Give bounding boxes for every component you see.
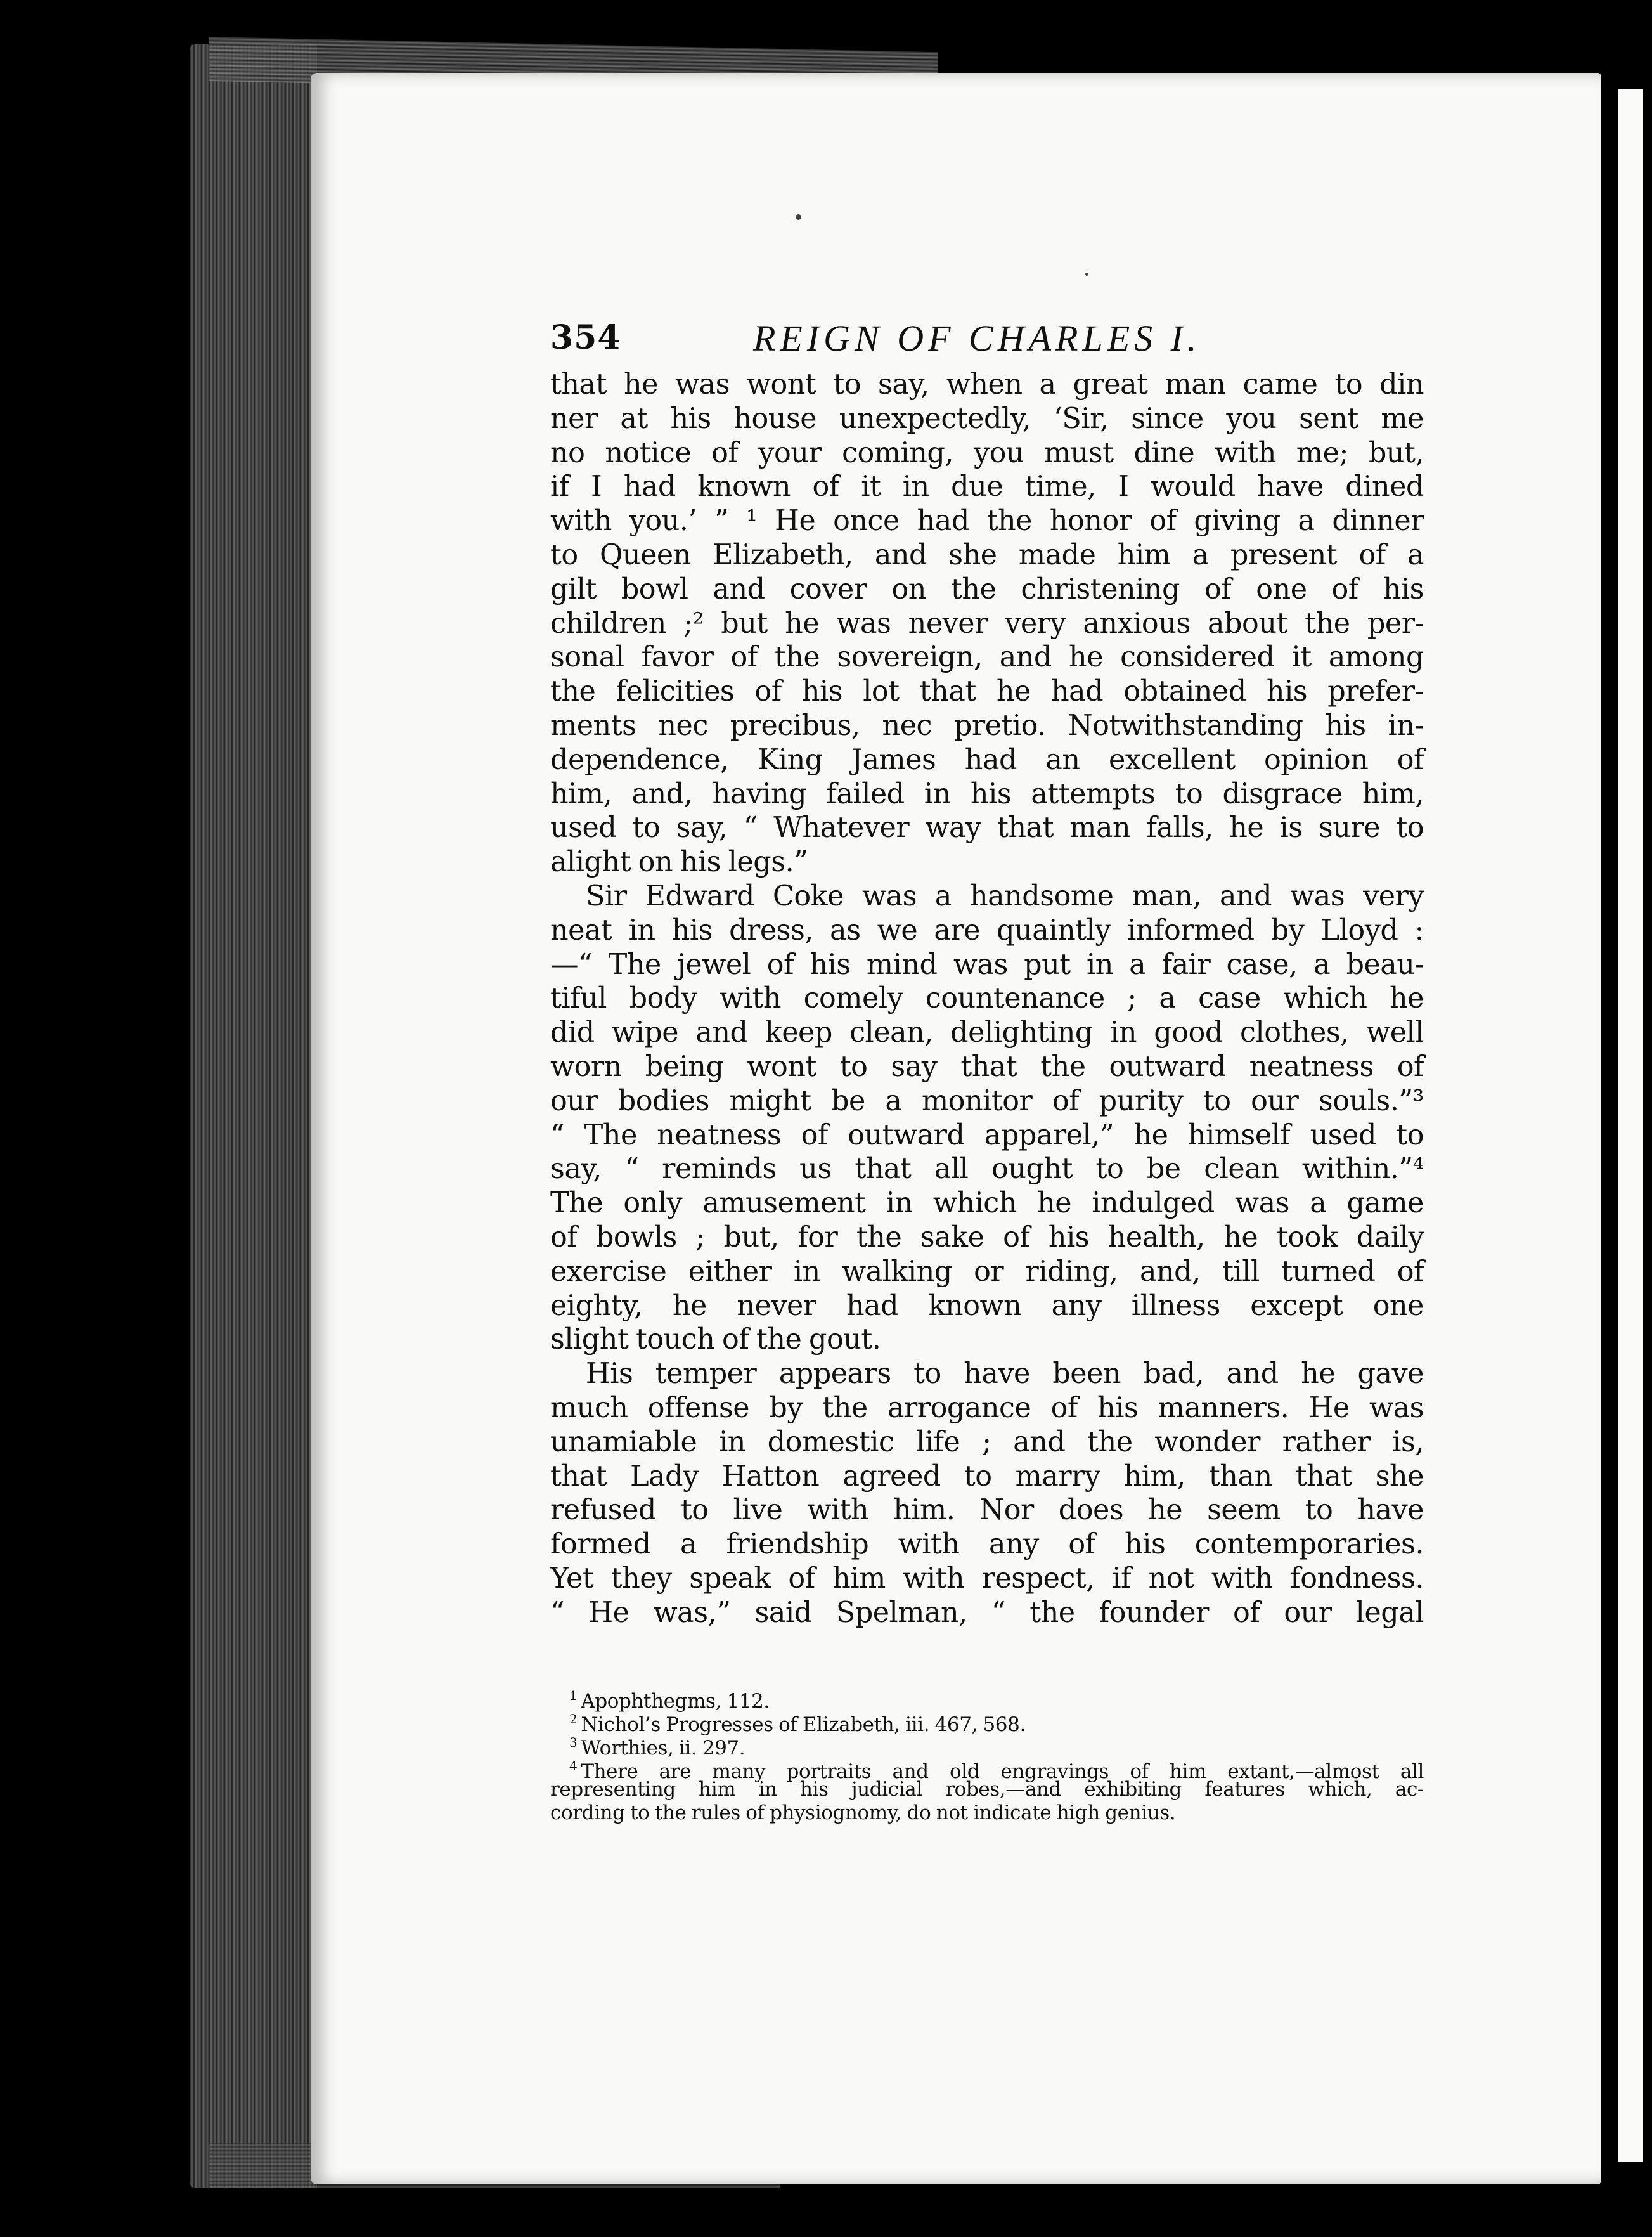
text-line: alight on his legs.” xyxy=(550,846,808,879)
text-line: the felicities of his lot that he had obtained his prefer- xyxy=(550,675,1424,708)
text-line: refused to live with him. Nor does he seem to have xyxy=(550,1494,1424,1527)
text-line: Yet they speak of him with respect, if not with fondness. xyxy=(550,1562,1424,1595)
text-line: did wipe and keep clean, delighting in good clothes, well xyxy=(550,1016,1424,1049)
text-line: The only amusement in which he indulged was a game xyxy=(550,1187,1424,1220)
text-line: to Queen Elizabeth, and she made him a present of a xyxy=(550,538,1424,571)
text-line: him, and, having failed in his attempts to disgrace him, xyxy=(550,777,1424,810)
running-title: REIGN OF CHARLES I. xyxy=(753,318,1201,359)
text-line: neat in his dress, as we are quaintly informed by Lloyd : xyxy=(550,914,1424,947)
text-line: no notice of your coming, you must dine with me; but, xyxy=(550,436,1424,469)
text-line: ner at his house unexpectedly, ‘Sir, since you sent me xyxy=(550,402,1424,435)
footnote xyxy=(550,1684,1424,1713)
page-number: 354 xyxy=(550,318,621,357)
text-line: formed a friendship with any of his contemporaries. xyxy=(550,1528,1424,1561)
page-edges-left xyxy=(190,44,317,2188)
text-line: gilt bowl and cover on the christening of one of his xyxy=(550,573,1424,606)
text-line: slight touch of the gout. xyxy=(550,1323,881,1356)
footnote-continuation xyxy=(550,1778,1424,1825)
text-line: dependence, King James had an excellent opinion of xyxy=(550,743,1424,776)
footnote-number: 1 xyxy=(569,1688,578,1703)
text-line: —“ The jewel of his mind was put in a fair case, a beau- xyxy=(550,948,1424,981)
text-line: Sir Edward Coke was a handsome man, and was very xyxy=(586,879,1424,912)
text-line: children ;² but he was never very anxious about the per- xyxy=(550,607,1424,640)
text-line: exercise either in walking or riding, and, till turned of xyxy=(550,1255,1424,1288)
footnote-number: 4 xyxy=(569,1758,578,1773)
dust-speck xyxy=(1085,273,1088,276)
main-text xyxy=(550,311,1424,1630)
footnote-text: Apophthegms, 112. xyxy=(581,1690,770,1713)
dust-speck xyxy=(796,214,801,220)
text-line: that Lady Hatton agreed to marry him, than that she xyxy=(550,1460,1424,1493)
text-line: eighty, he never had known any illness except one xyxy=(550,1289,1424,1322)
footnote-number: 2 xyxy=(569,1711,578,1727)
text-line: much offense by the arrogance of his manners. He was xyxy=(550,1391,1424,1424)
running-head xyxy=(550,311,1424,368)
text-line: used to say, “ Whatever way that man falls, he is sure to xyxy=(550,812,1424,845)
text-line: of bowls ; but, for the sake of his health, he took daily xyxy=(550,1221,1424,1254)
text-line: tiful body with comely countenance ; a case which he xyxy=(550,982,1424,1015)
facing-page-edge xyxy=(1615,89,1643,2162)
footnote-number: 3 xyxy=(569,1735,578,1750)
footnote xyxy=(550,1708,1424,1736)
text-line: His temper appears to have been bad, and he gave xyxy=(586,1358,1424,1391)
text-line: that he was wont to say, when a great man came to din xyxy=(550,368,1424,401)
text-line: unamiable in domestic life ; and the wonder rather is, xyxy=(550,1425,1424,1458)
footnotes xyxy=(550,1684,1424,1825)
footnote-text: There are many portraits and old engravings of him extant,—almost all xyxy=(581,1760,1424,1783)
footnote-text: Nichol’s Progresses of Elizabeth, iii. 467, 568. xyxy=(581,1713,1026,1736)
text-line: our bodies might be a monitor of purity to our souls.”³ xyxy=(550,1084,1424,1117)
text-line: “ He was,” said Spelman, “ the founder of our legal xyxy=(550,1596,1424,1629)
footnote-continuation-line: cording to the rules of physiognomy, do not indicate high genius. xyxy=(550,1801,1176,1824)
footnote-continuation-line: representing him in his judicial robes,—and exhibiting features which, ac- xyxy=(550,1778,1424,1801)
footnote-text: Worthies, ii. 297. xyxy=(581,1737,745,1760)
text-line: sonal favor of the sovereign, and he considered it among xyxy=(550,641,1424,674)
body-text xyxy=(550,368,1424,1630)
text-line: if I had known of it in due time, I would have dined xyxy=(550,470,1424,503)
text-line: with you.’ ” ¹ He once had the honor of giving a dinner xyxy=(550,505,1424,538)
text-line: worn being wont to say that the outward neatness of xyxy=(550,1050,1424,1083)
text-line: ments nec precibus, nec pretio. Notwithstanding his in- xyxy=(550,709,1424,742)
footnote xyxy=(550,1754,1424,1783)
footnote-list xyxy=(550,1684,1424,1783)
text-line: “ The neatness of outward apparel,” he himself used to xyxy=(550,1118,1424,1151)
text-line: say, “ reminds us that all ought to be clean within.”⁴ xyxy=(550,1153,1424,1186)
